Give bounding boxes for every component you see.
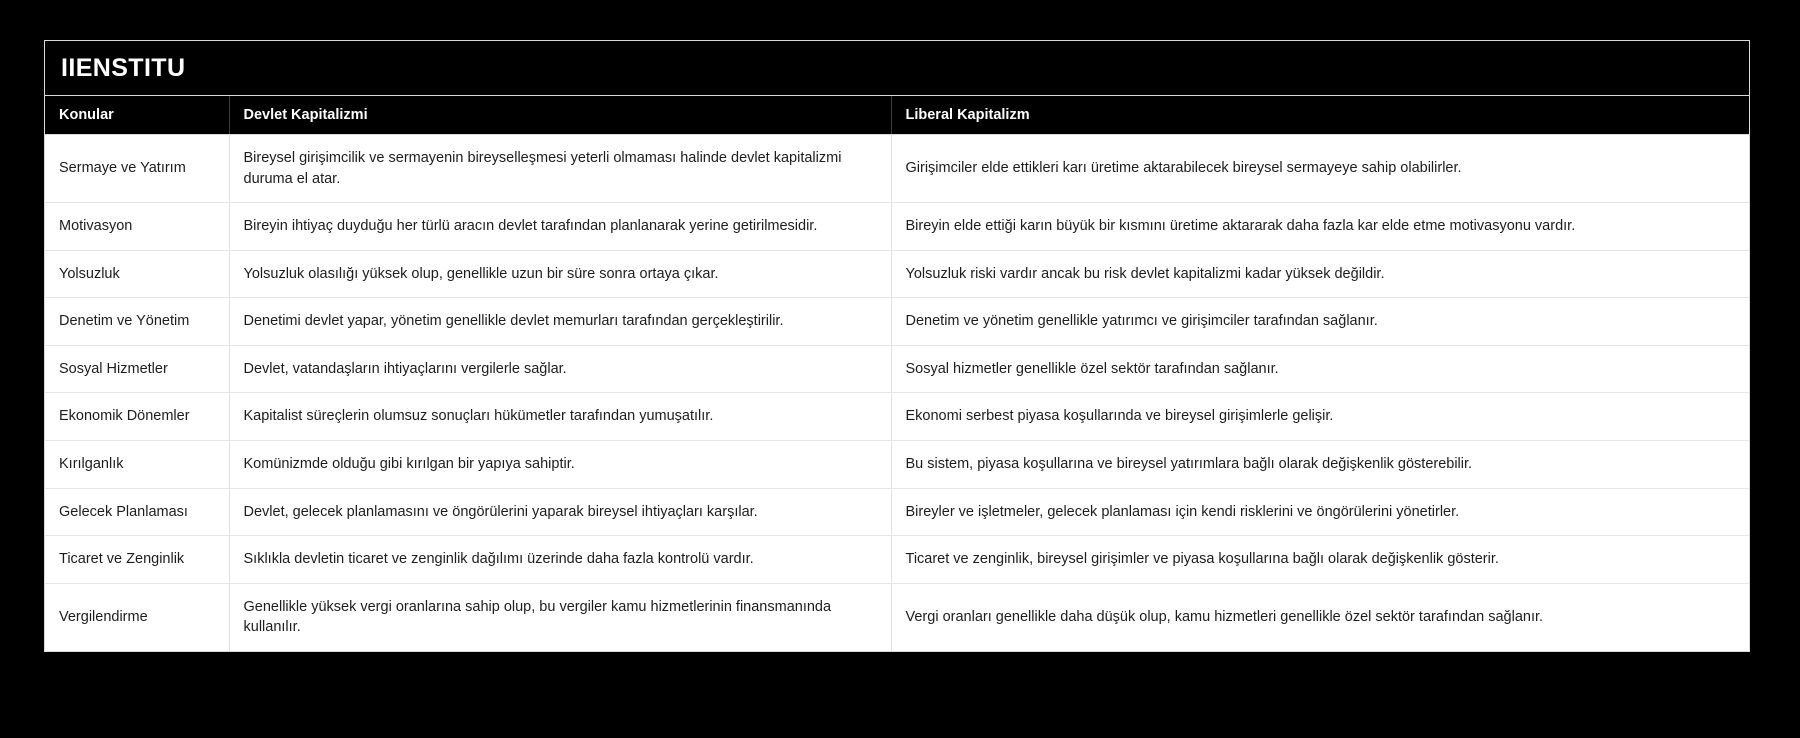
comparison-table	[45, 96, 1750, 651]
cell-liberal-kapitalizm: Vergi oranları genellikle daha düşük olup, kamu hizmetleri genellikle özel sektör tarafından sağlanır.	[891, 583, 1750, 651]
cell-devlet-kapitalizmi: Bireyin ihtiyaç duyduğu her türlü aracın devlet tarafından planlanarak yerine getirilmesidir.	[229, 203, 891, 251]
table-row	[45, 298, 1750, 346]
cell-topic: Gelecek Planlaması	[45, 488, 229, 536]
cell-topic: Motivasyon	[45, 203, 229, 251]
cell-topic: Denetim ve Yönetim	[45, 298, 229, 346]
table-row	[45, 250, 1750, 298]
cell-topic: Ticaret ve Zenginlik	[45, 536, 229, 584]
column-header-devlet-kapitalizmi: Devlet Kapitalizmi	[229, 96, 891, 135]
cell-devlet-kapitalizmi: Komünizmde olduğu gibi kırılgan bir yapıya sahiptir.	[229, 441, 891, 489]
table-row	[45, 583, 1750, 651]
table-row	[45, 441, 1750, 489]
cell-liberal-kapitalizm: Yolsuzluk riski vardır ancak bu risk devlet kapitalizmi kadar yüksek değildir.	[891, 250, 1750, 298]
cell-devlet-kapitalizmi: Devlet, gelecek planlamasını ve öngörülerini yaparak bireysel ihtiyaçları karşılar.	[229, 488, 891, 536]
table-row	[45, 488, 1750, 536]
table-header-row	[45, 96, 1750, 135]
comparison-table-card	[44, 40, 1750, 652]
cell-liberal-kapitalizm: Bu sistem, piyasa koşullarına ve bireysel yatırımlara bağlı olarak değişkenlik gösterebilir.	[891, 441, 1750, 489]
cell-devlet-kapitalizmi: Sıklıkla devletin ticaret ve zenginlik dağılımı üzerinde daha fazla kontrolü vardır.	[229, 536, 891, 584]
cell-devlet-kapitalizmi: Denetimi devlet yapar, yönetim genellikle devlet memurları tarafından gerçekleştirilir.	[229, 298, 891, 346]
cell-topic: Sermaye ve Yatırım	[45, 135, 229, 203]
cell-liberal-kapitalizm: Sosyal hizmetler genellikle özel sektör tarafından sağlanır.	[891, 345, 1750, 393]
cell-liberal-kapitalizm: Denetim ve yönetim genellikle yatırımcı ve girişimciler tarafından sağlanır.	[891, 298, 1750, 346]
cell-liberal-kapitalizm: Bireyler ve işletmeler, gelecek planlaması için kendi risklerini ve öngörülerini yönetirler.	[891, 488, 1750, 536]
table-row	[45, 135, 1750, 203]
table-row	[45, 203, 1750, 251]
cell-devlet-kapitalizmi: Kapitalist süreçlerin olumsuz sonuçları hükümetler tarafından yumuşatılır.	[229, 393, 891, 441]
table-row	[45, 393, 1750, 441]
table-row	[45, 536, 1750, 584]
cell-devlet-kapitalizmi: Bireysel girişimcilik ve sermayenin bireyselleşmesi yeterli olmaması halinde devlet kapitalizmi duruma el atar.	[229, 135, 891, 203]
table-header	[45, 96, 1750, 135]
cell-liberal-kapitalizm: Ekonomi serbest piyasa koşullarında ve bireysel girişimlerle gelişir.	[891, 393, 1750, 441]
cell-topic: Ekonomik Dönemler	[45, 393, 229, 441]
table-body	[45, 135, 1750, 651]
cell-devlet-kapitalizmi: Genellikle yüksek vergi oranlarına sahip olup, bu vergiler kamu hizmetlerinin finansmanında kullanılır.	[229, 583, 891, 651]
column-header-konular: Konular	[45, 96, 229, 135]
cell-topic: Yolsuzluk	[45, 250, 229, 298]
cell-liberal-kapitalizm: Bireyin elde ettiği karın büyük bir kısmını üretime aktararak daha fazla kar elde etme motivasyonu vardır.	[891, 203, 1750, 251]
table-row	[45, 345, 1750, 393]
cell-liberal-kapitalizm: Girişimciler elde ettikleri karı üretime aktarabilecek bireysel sermayeye sahip olabilirler.	[891, 135, 1750, 203]
cell-topic: Kırılganlık	[45, 441, 229, 489]
cell-topic: Vergilendirme	[45, 583, 229, 651]
cell-topic: Sosyal Hizmetler	[45, 345, 229, 393]
cell-liberal-kapitalizm: Ticaret ve zenginlik, bireysel girişimler ve piyasa koşullarına bağlı olarak değişkenlik gösterir.	[891, 536, 1750, 584]
column-header-liberal-kapitalizm: Liberal Kapitalizm	[891, 96, 1750, 135]
brand-header	[45, 41, 1749, 96]
cell-devlet-kapitalizmi: Devlet, vatandaşların ihtiyaçlarını vergilerle sağlar.	[229, 345, 891, 393]
cell-devlet-kapitalizmi: Yolsuzluk olasılığı yüksek olup, genellikle uzun bir süre sonra ortaya çıkar.	[229, 250, 891, 298]
brand-logo: IIENSTITU	[61, 53, 186, 82]
